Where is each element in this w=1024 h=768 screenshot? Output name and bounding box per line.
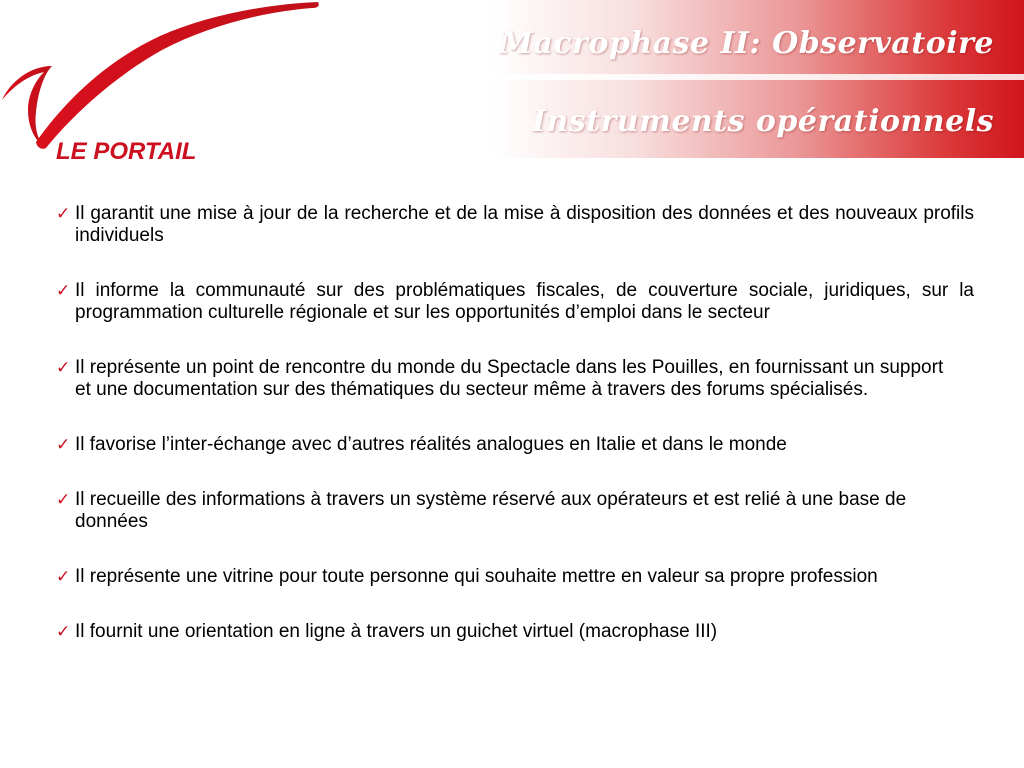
logo-right-stroke [36, 2, 319, 149]
bullet-text: Il recueille des informations à travers un système réservé aux opérateurs et est relié à une base de données [75, 489, 907, 532]
list-item [54, 203, 974, 247]
bullet-text: Il fournit une orientation en ligne à travers un guichet virtuel (macrophase III) [75, 621, 718, 642]
list-item [54, 280, 974, 324]
section-title: LE PORTAIL [56, 138, 197, 165]
check-icon: ✓ [56, 281, 71, 301]
bullet-text: Il garantit une mise à jour de la recherche et de la mise à disposition des données et des nouveaux profils individuels [75, 203, 974, 246]
header-divider [470, 74, 1024, 80]
list-item [54, 357, 974, 401]
list-item [54, 566, 974, 588]
bullet-text: Il représente une vitrine pour toute personne qui souhaite mettre en valeur sa propre profession [75, 566, 878, 587]
bullet-text: Il représente un point de rencontre du monde du Spectacle dans les Pouilles, en fournissant un support et une documentation sur des thématiques du secteur même à travers des forums spécialisés. [75, 357, 944, 400]
check-icon: ✓ [56, 204, 71, 224]
check-icon: ✓ [56, 490, 71, 510]
check-icon: ✓ [56, 358, 71, 378]
list-item [54, 434, 974, 456]
check-icon: ✓ [56, 567, 71, 587]
bullet-text: Il favorise l’inter-échange avec d’autres réalités analogues en Italie et dans le monde [75, 434, 787, 455]
v-swoosh-logo-icon [0, 0, 330, 160]
list-item [54, 621, 974, 643]
list-item [54, 489, 974, 533]
check-icon: ✓ [56, 435, 71, 455]
header-title-line1: Macrophase II: Observatoire [499, 26, 994, 61]
bullet-list [54, 203, 974, 676]
check-icon: ✓ [56, 622, 71, 642]
header-divider [470, 158, 1024, 163]
header-title-line2: Instruments opérationnels [531, 104, 994, 139]
bullet-text: Il informe la communauté sur des problématiques fiscales, de couverture sociale, juridiques, sur la programmation culturelle régionale et sur les opportunités d’emploi dans le secteur [75, 280, 974, 323]
